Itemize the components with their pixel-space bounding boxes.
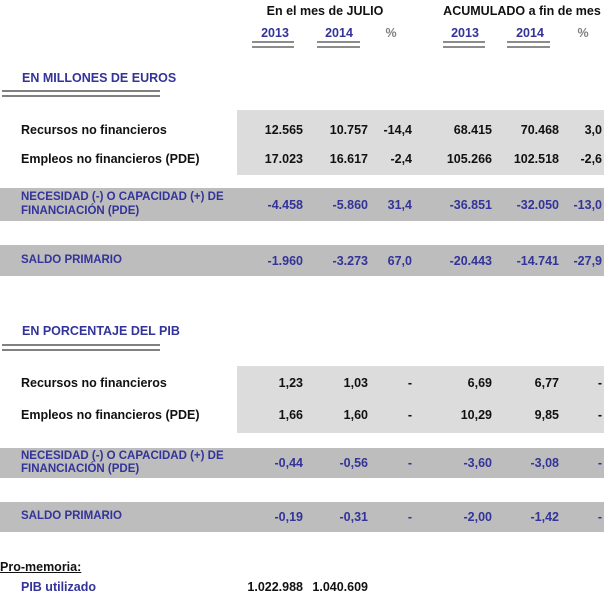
- value-cell: -32.050: [516, 197, 559, 212]
- value-cell: -3,60: [463, 456, 492, 470]
- row-label: Empleos no financieros (PDE): [21, 408, 200, 422]
- value-cell: 102.518: [513, 152, 559, 166]
- section-title-underline: [2, 90, 160, 97]
- header-double-underline: [443, 41, 485, 48]
- row-label: Recursos no financieros: [21, 123, 167, 137]
- value-cell: -1,42: [530, 510, 559, 524]
- col-header-pct-acum: %: [577, 26, 589, 40]
- value-cell: -: [407, 376, 412, 390]
- value-cell: -: [407, 456, 412, 470]
- pro-memoria-title: Pro-memoria:: [0, 560, 82, 574]
- value-cell: 17.023: [264, 152, 303, 166]
- table-row: [0, 404, 604, 426]
- section-title-underline: [2, 344, 160, 351]
- row-label: SALDO PRIMARIO: [21, 510, 122, 523]
- value-cell: 12.565: [264, 123, 303, 137]
- value-cell: -: [407, 408, 412, 422]
- pib-row: [0, 578, 604, 596]
- value-cell: -13,0: [573, 197, 602, 212]
- header-double-underline: [507, 41, 550, 48]
- value-cell: -: [597, 376, 602, 390]
- value-cell: 1,03: [343, 376, 368, 390]
- section-title-gdp-pct: EN PORCENTAJE DEL PIB: [22, 324, 180, 338]
- col-header-pct-month: %: [385, 26, 397, 40]
- value-cell: 31,4: [387, 197, 412, 212]
- value-cell: -5.860: [332, 197, 368, 212]
- row-label: NECESIDAD (-) O CAPACIDAD (+) DE FINANCIACIÓN (PDE): [21, 191, 224, 217]
- highlight-row-net-lending: [0, 188, 604, 221]
- value-cell: -27,9: [573, 253, 602, 268]
- value-cell: -36.851: [449, 197, 492, 212]
- table-row: [0, 148, 604, 170]
- column-group-month: En el mes de JULIO: [266, 4, 384, 18]
- value-cell: -0,19: [274, 510, 303, 524]
- value-cell: -0,44: [274, 456, 303, 470]
- value-cell: 1,60: [343, 408, 368, 422]
- value-cell: 1.040.609: [312, 580, 368, 594]
- value-cell: 68.415: [453, 123, 492, 137]
- value-cell: 105.266: [446, 152, 492, 166]
- row-label: SALDO PRIMARIO: [21, 253, 122, 266]
- column-group-accumulated: ACUMULADO a fin de mes: [443, 4, 601, 18]
- value-cell: -14,4: [383, 123, 412, 137]
- value-cell: 10.757: [329, 123, 368, 137]
- col-header-2013-month: 2013: [261, 26, 289, 40]
- value-cell: -1.960: [267, 253, 303, 268]
- col-header-2014-month: 2014: [325, 26, 353, 40]
- col-header-2013-acum: 2013: [451, 26, 479, 40]
- value-cell: -0,56: [339, 456, 368, 470]
- value-cell: -: [597, 408, 602, 422]
- value-cell: -14.741: [516, 253, 559, 268]
- row-label: Empleos no financieros (PDE): [21, 152, 200, 166]
- row-label: Recursos no financieros: [21, 376, 167, 390]
- value-cell: 70.468: [520, 123, 559, 137]
- value-cell: -4.458: [267, 197, 303, 212]
- value-cell: -: [597, 510, 602, 524]
- highlight-row-net-lending-pct: [0, 448, 604, 478]
- value-cell: 1.022.988: [247, 580, 303, 594]
- value-cell: -3,08: [530, 456, 559, 470]
- row-label: PIB utilizado: [21, 580, 96, 594]
- table-row: [0, 372, 604, 394]
- value-cell: -3.273: [332, 253, 368, 268]
- value-cell: -2,4: [390, 152, 412, 166]
- value-cell: 9,85: [534, 408, 559, 422]
- highlight-row-primary-balance-pct: [0, 502, 604, 532]
- value-cell: -2,00: [463, 510, 492, 524]
- value-cell: -: [597, 456, 602, 470]
- value-cell: 16.617: [329, 152, 368, 166]
- value-cell: 1,23: [278, 376, 303, 390]
- value-cell: 1,66: [278, 408, 303, 422]
- header-double-underline: [252, 41, 294, 48]
- value-cell: 6,69: [467, 376, 492, 390]
- section-title-millions: EN MILLONES DE EUROS: [22, 71, 177, 85]
- value-cell: -: [407, 510, 412, 524]
- value-cell: 3,0: [584, 123, 602, 137]
- value-cell: 10,29: [460, 408, 492, 422]
- highlight-row-primary-balance: [0, 245, 604, 276]
- value-cell: 67,0: [387, 253, 412, 268]
- value-cell: -20.443: [449, 253, 492, 268]
- table-row: [0, 119, 604, 141]
- col-header-2014-acum: 2014: [516, 26, 544, 40]
- row-label: NECESIDAD (-) O CAPACIDAD (+) DE FINANCIACIÓN (PDE): [21, 449, 224, 475]
- value-cell: -2,6: [580, 152, 602, 166]
- value-cell: 6,77: [534, 376, 559, 390]
- header-double-underline: [317, 41, 360, 48]
- value-cell: -0,31: [339, 510, 368, 524]
